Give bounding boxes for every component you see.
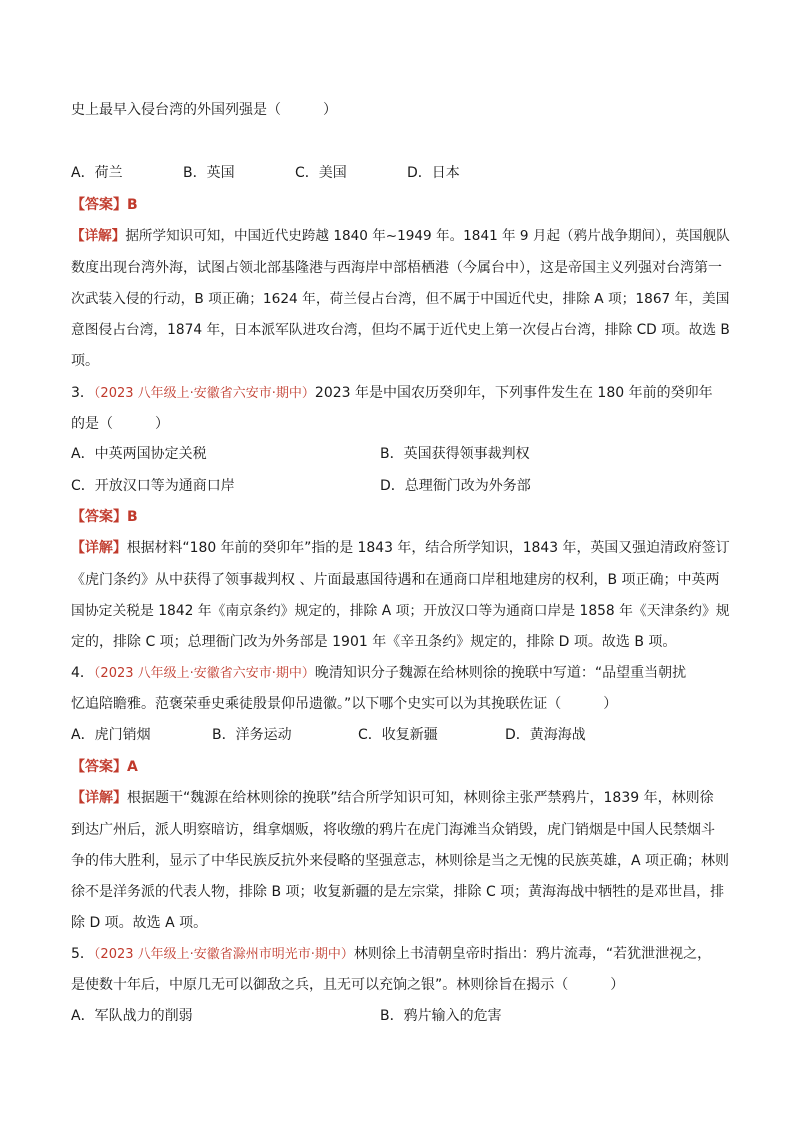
q2-detail-line-4: 意图侵占台湾，1874 年，日本派军队进攻台湾，但均不属于近代史上第一次侵占台湾，排除 CD 项。故选 B [71, 322, 730, 338]
q4-detail-line-3: 争的伟大胜利，显示了中华民族反抗外来侵略的坚强意志，林则徐是当之无愧的民族英雄，A 项正确；林则 [71, 853, 730, 869]
question-source: （2023 八年级上·安徽省六安市·期中） [93, 386, 315, 401]
q2-detail-line-2: 数度出现台湾外海，试图占领北部基隆港与西海岸中部梧栖港（今属台中），这是帝国主义列强对台湾第一 [71, 260, 722, 276]
q3-option-c: C．开放汉口等为通商口岸 [71, 478, 235, 494]
q2-detail-line-3: 次武装入侵的行动，B 项正确；1624 年，荷兰侵占台湾，但不属于中国近代史，排除 A 项；1867 年，美国 [71, 291, 730, 307]
question-5-stem-line-2: 是使数十年后，中原几无可以御敌之兵，且无可以充饷之银”。林则徐旨在揭示（ ） [71, 977, 625, 993]
q4-option-b: B．洋务运动 [212, 727, 292, 743]
answer-tag: 【答案】 [71, 197, 127, 213]
detail-tag: 【详解】 [71, 540, 127, 556]
answer-value: B [127, 197, 138, 213]
q2-detail-line-5: 项。 [71, 353, 99, 369]
q3-detail-line-1 [71, 538, 730, 558]
q4-detail-line-2: 到达广州后，派人明察暗访，缉拿烟贩，将收缴的鸦片在虎门海滩当众销毁，虎门销烟是中国人民禁烟斗 [71, 822, 715, 838]
question-4-stem-line-2: 忆追陪瞻雅。范褒荣垂史乘徒殷景仰吊遗徽。”以下哪个史实可以为其挽联佐证（ ） [71, 696, 618, 712]
detail-text: 根据题干“魏源在给林则徐的挽联”结合所学知识可知，林则徐主张严禁鸦片，1839 年，林则徐 [127, 790, 714, 806]
question-4-stem-line-1 [71, 663, 686, 684]
question-3-stem-line-2: 的是（ ） [71, 416, 169, 432]
q3-detail-line-2: 《虎门条约》从中获得了领事裁判权 、片面最惠国待遇和在通商口岸租地建房的权利，B 项正确；中英两 [71, 572, 720, 588]
stem-text: 2023 年是中国农历癸卯年，下列事件发生在 180 年前的癸卯年 [314, 385, 713, 401]
detail-tag: 【详解】 [71, 228, 126, 244]
question-2-stem: 史上最早入侵台湾的外国列强是（ ） [71, 102, 337, 118]
q3-option-b: B．英国获得领事裁判权 [380, 446, 530, 462]
q2-option-d: D．日本 [407, 165, 460, 181]
answer-value: A [127, 759, 138, 775]
q3-option-a: A．中英两国协定关税 [71, 446, 207, 462]
answer-tag: 【答案】 [71, 759, 127, 775]
question-3-stem-line-1 [71, 383, 713, 404]
q4-option-c: C．收复新疆 [358, 727, 438, 743]
detail-tag: 【详解】 [71, 790, 127, 806]
q4-detail-line-1 [71, 788, 714, 808]
q2-answer [71, 195, 138, 215]
q4-option-a: A．虎门销烟 [71, 727, 151, 743]
question-5-stem-line-1 [71, 944, 711, 965]
q3-detail-line-4: 定的，排除 C 项；总理衙门改为外务部是 1901 年《辛丑条约》规定的，排除 D 项。故选 B 项。 [71, 634, 677, 650]
answer-value: B [127, 509, 138, 525]
q4-detail-line-5: 除 D 项。故选 A 项。 [71, 915, 208, 931]
q3-answer [71, 507, 138, 527]
stem-text: 林则徐上书清朝皇帝时指出：鸦片流毒，“若犹泄泄视之， [353, 946, 712, 962]
detail-text: 根据材料“180 年前的癸卯年”指的是 1843 年，结合所学知识，1843 年，英国又强迫清政府签订 [126, 540, 730, 556]
q5-option-b: B．鸦片输入的危害 [380, 1008, 502, 1024]
question-number: 5． [71, 946, 94, 962]
q2-option-a: A．荷兰 [71, 165, 123, 181]
q4-option-d: D．黄海海战 [505, 727, 586, 743]
stem-text: 晚清知识分子魏源在给林则徐的挽联中写道：“品望重当朝扰 [314, 665, 687, 681]
question-number: 3． [71, 385, 94, 401]
answer-tag: 【答案】 [71, 509, 127, 525]
question-source: （2023 八年级上·安徽省滁州市明光市·期中） [93, 947, 354, 962]
q4-answer [71, 757, 138, 777]
q5-option-a: A．军队战力的削弱 [71, 1008, 193, 1024]
q2-detail-line-1 [71, 226, 730, 246]
detail-text: 据所学知识可知，中国近代史跨越 1840 年~1949 年。1841 年 9 月起（鸦片战争期间），英国舰队 [125, 228, 730, 244]
q4-detail-line-4: 徐不是洋务派的代表人物，排除 B 项；收复新疆的是左宗棠，排除 C 项；黄海海战中牺牲的是邓世昌，排 [71, 884, 725, 900]
q2-option-c: C．美国 [295, 165, 347, 181]
question-number: 4． [71, 665, 94, 681]
q3-option-d: D．总理衙门改为外务部 [380, 478, 531, 494]
question-source: （2023 八年级上·安徽省六安市·期中） [93, 666, 315, 681]
q3-detail-line-3: 国协定关税是 1842 年《南京条约》规定的，排除 A 项；开放汉口等为通商口岸是 1858 年《天津条约》规 [71, 603, 730, 619]
q2-option-b: B．英国 [183, 165, 235, 181]
